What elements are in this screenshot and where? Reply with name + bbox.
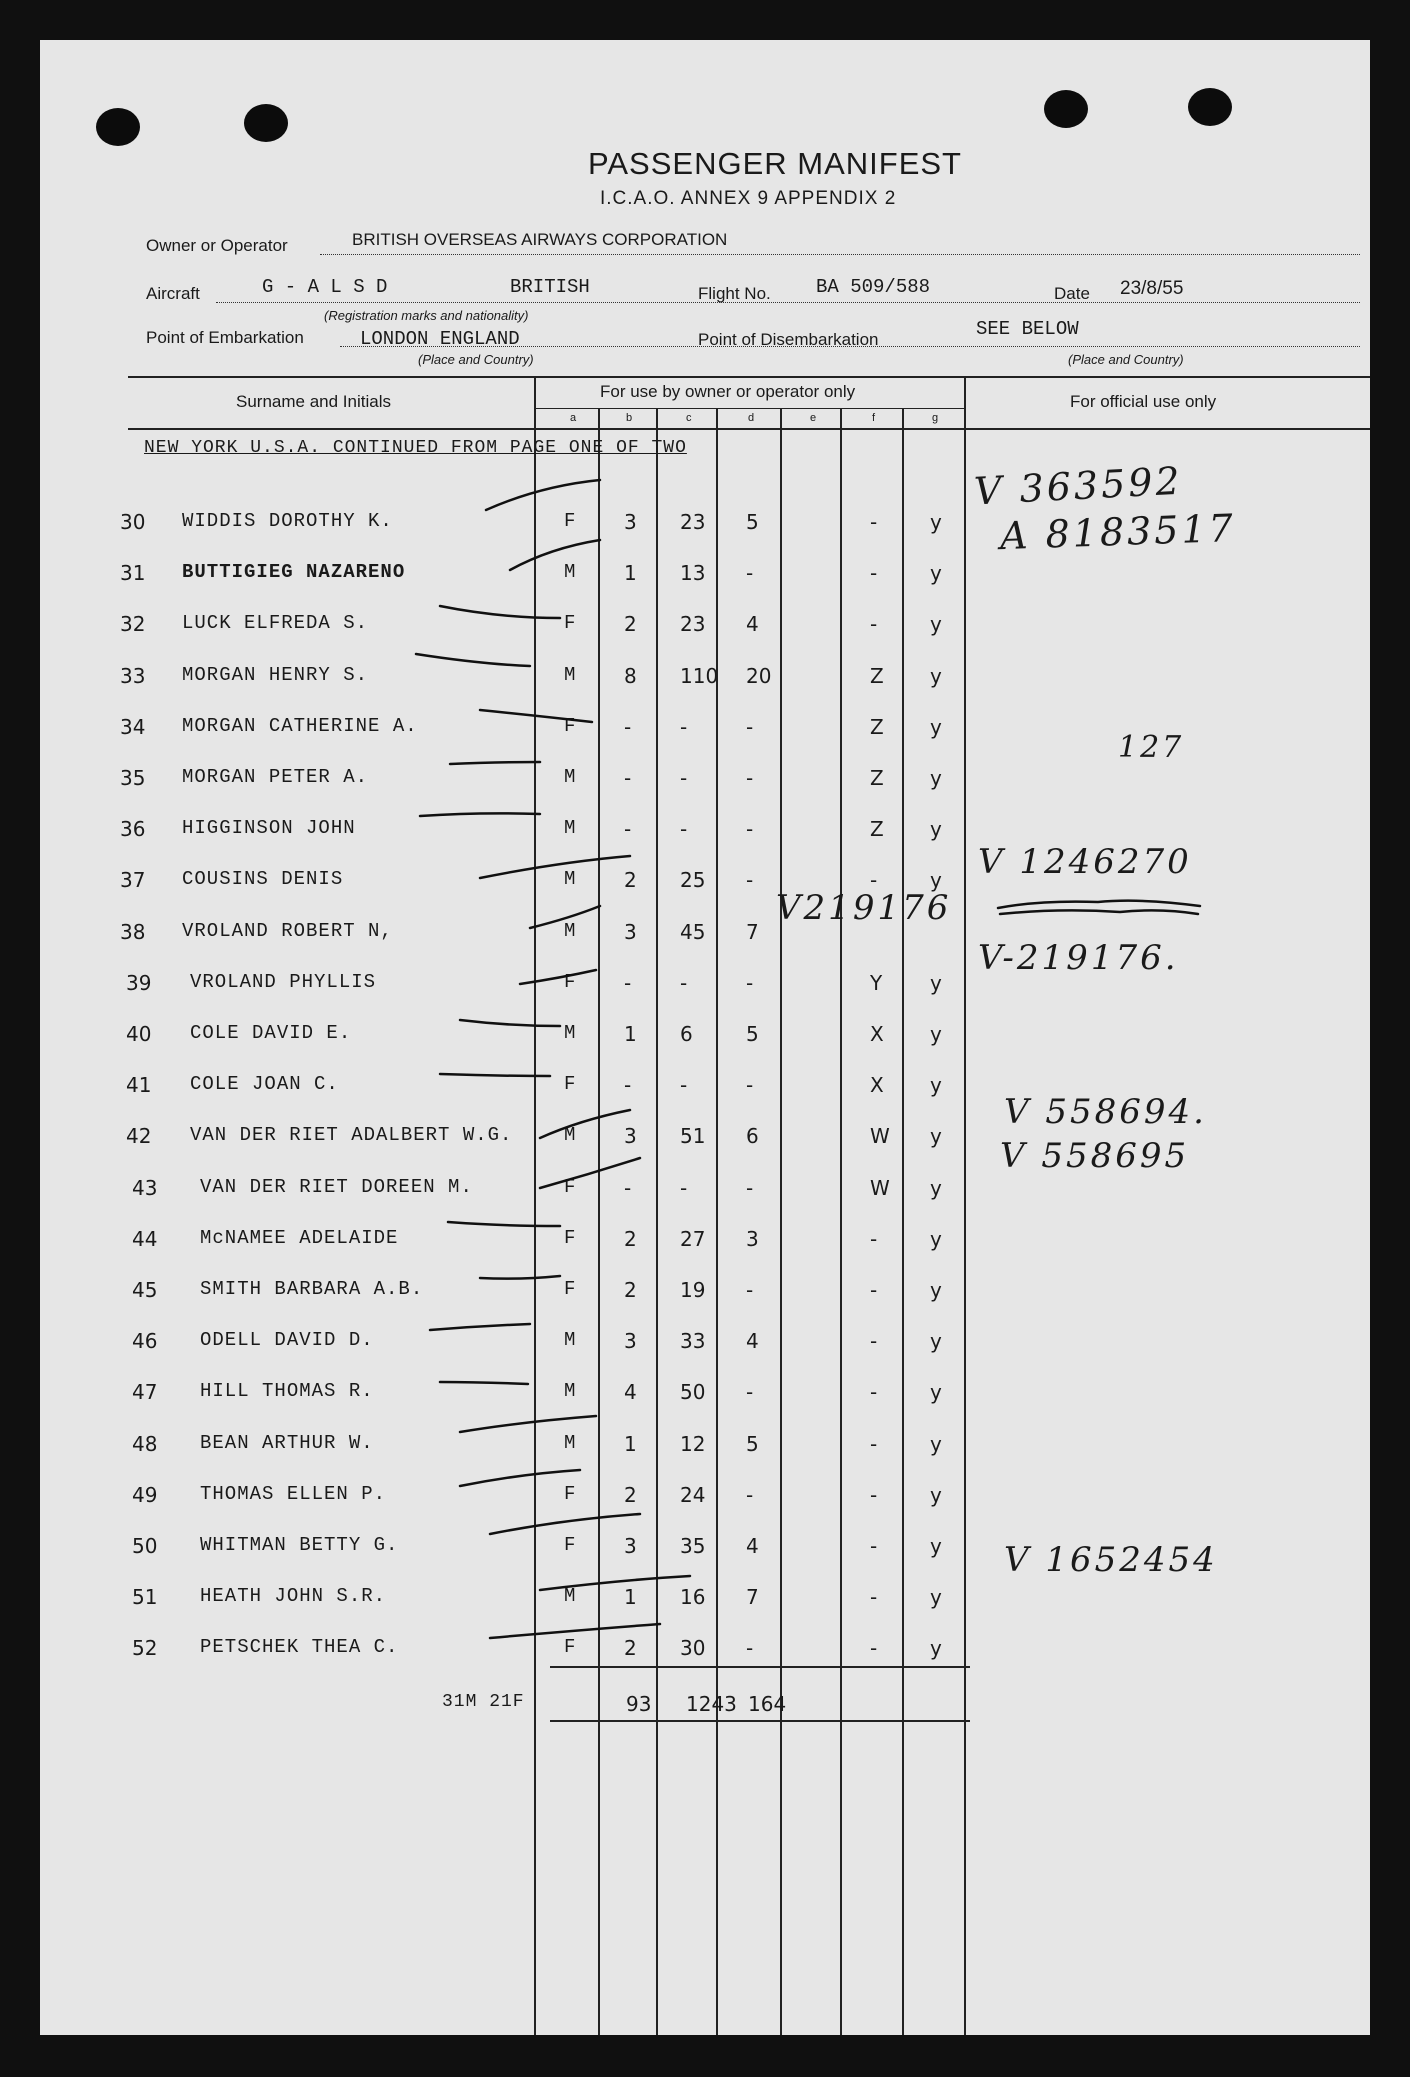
cell-g: y <box>930 1432 942 1456</box>
cell-a: F <box>564 1636 577 1658</box>
passenger-name: VROLAND PHYLLIS <box>190 971 377 993</box>
row-number: 40 <box>126 1022 152 1046</box>
aircraft-value: G - A L S D <box>262 276 388 298</box>
official-use-header: For official use only <box>1070 392 1217 411</box>
owner-use-header: For use by owner or operator only <box>600 382 856 401</box>
cell-b: 3 <box>624 1124 637 1148</box>
cell-c: 30 <box>680 1636 706 1660</box>
cell-c: 45 <box>680 920 706 944</box>
passenger-name: ODELL DAVID D. <box>200 1329 374 1351</box>
cell-f: Z <box>870 715 884 739</box>
cell-a: M <box>564 1432 577 1454</box>
cell-a: M <box>564 1022 577 1044</box>
scribble-strikeout <box>1000 910 1198 914</box>
cell-a: F <box>564 612 577 634</box>
pen-tick <box>440 1382 528 1384</box>
cell-f: Y <box>870 971 883 995</box>
cell-c: 27 <box>680 1227 706 1251</box>
cell-f: Z <box>870 766 884 790</box>
cell-f: W <box>870 1176 890 1200</box>
cell-d: 7 <box>746 920 759 944</box>
cell-c: - <box>680 715 688 739</box>
cell-a: F <box>564 715 577 737</box>
cell-a: F <box>564 1073 577 1095</box>
cell-c: - <box>680 1073 688 1097</box>
cell-d: - <box>746 715 754 739</box>
passenger-name: HILL THOMAS R. <box>200 1380 374 1402</box>
cell-f: - <box>870 1483 878 1507</box>
passenger-name: BEAN ARTHUR W. <box>200 1432 374 1454</box>
cell-c: - <box>680 766 688 790</box>
cell-c: 51 <box>680 1124 706 1148</box>
row-number: 41 <box>126 1073 152 1097</box>
row-number: 34 <box>120 715 146 739</box>
pen-tick <box>440 606 560 618</box>
cell-a: F <box>564 510 577 532</box>
pen-tick <box>450 762 540 764</box>
cell-g: y <box>930 1636 942 1660</box>
pen-tick <box>480 856 630 878</box>
row-number: 32 <box>120 612 146 636</box>
pen-tick <box>530 906 600 928</box>
cell-b: 2 <box>624 1278 637 1302</box>
cell-g: y <box>930 715 942 739</box>
embarkation-note: (Place and Country) <box>418 352 534 367</box>
pen-tick <box>440 1074 550 1076</box>
page-title: PASSENGER MANIFEST <box>588 146 962 181</box>
cell-b: 2 <box>624 1636 637 1660</box>
totals-label: 31M 21F <box>442 1692 525 1712</box>
flight-label: Flight No. <box>698 284 771 303</box>
passenger-name: SMITH BARBARA A.B. <box>200 1278 424 1300</box>
passenger-name: PETSCHEK THEA C. <box>200 1636 399 1658</box>
cell-g: y <box>930 1176 942 1200</box>
pen-tick <box>540 1110 630 1138</box>
cell-g: y <box>930 664 942 688</box>
cell-a: F <box>564 1227 577 1249</box>
passenger-name: THOMAS ELLEN P. <box>200 1483 387 1505</box>
cell-g: y <box>930 766 942 790</box>
cell-g: y <box>930 1073 942 1097</box>
cell-c: 24 <box>680 1483 706 1507</box>
passenger-name: HIGGINSON JOHN <box>182 817 356 839</box>
cell-a: M <box>564 817 577 839</box>
row-number: 30 <box>120 510 146 534</box>
cell-c: 12 <box>680 1432 706 1456</box>
cell-g: y <box>930 817 942 841</box>
cell-d: 3 <box>746 1227 759 1251</box>
cell-c: 16 <box>680 1585 706 1609</box>
owner-label: Owner or Operator <box>146 236 288 255</box>
cell-b: - <box>624 715 632 739</box>
passenger-name: MORGAN PETER A. <box>182 766 369 788</box>
handwritten-visa: V 558694. <box>1004 1092 1207 1132</box>
pen-tick <box>430 1324 530 1330</box>
cell-g: y <box>930 1124 942 1148</box>
passenger-name: COLE DAVID E. <box>190 1022 352 1044</box>
cell-c: - <box>680 971 688 995</box>
manifest-sheet <box>40 40 1370 2035</box>
column-letter-b: b <box>626 412 633 424</box>
cell-a: M <box>564 1329 577 1351</box>
date-label: Date <box>1054 284 1090 303</box>
handwritten-visa: V 558695 <box>1000 1136 1190 1176</box>
cell-a: M <box>564 1124 577 1146</box>
cell-c: - <box>680 1176 688 1200</box>
cell-b: - <box>624 971 632 995</box>
flight-value: BA 509/588 <box>816 276 931 298</box>
nationality-value: BRITISH <box>510 276 590 298</box>
passenger-name: VAN DER RIET DOREEN M. <box>200 1176 473 1198</box>
passenger-name: COLE JOAN C. <box>190 1073 339 1095</box>
cell-f: - <box>870 510 878 534</box>
cell-d: - <box>746 766 754 790</box>
cell-f: - <box>870 1432 878 1456</box>
pen-tick <box>420 813 540 816</box>
row-number: 46 <box>132 1329 158 1353</box>
row-number: 35 <box>120 766 146 790</box>
cell-g: y <box>930 1329 942 1353</box>
pen-tick <box>460 1020 560 1026</box>
cell-d: - <box>746 1380 754 1404</box>
passenger-name: BUTTIGIEG NAZARENO <box>182 561 406 583</box>
cell-c: 19 <box>680 1278 706 1302</box>
handwritten-visa: A 8183517 <box>999 505 1237 559</box>
row-number: 45 <box>132 1278 158 1302</box>
column-letter-d: d <box>748 412 755 424</box>
cell-f: Z <box>870 817 884 841</box>
pen-tick <box>480 710 592 722</box>
cell-f: - <box>870 1278 878 1302</box>
row-number: 48 <box>132 1432 158 1456</box>
row-number: 50 <box>132 1534 158 1558</box>
cell-f: - <box>870 612 878 636</box>
total-d: 164 <box>748 1692 787 1716</box>
cell-g: y <box>930 1534 942 1558</box>
cell-f: X <box>870 1073 884 1097</box>
cell-c: 50 <box>680 1380 706 1404</box>
row-number: 47 <box>132 1380 158 1404</box>
cell-c: 6 <box>680 1022 693 1046</box>
cell-b: 4 <box>624 1380 637 1404</box>
row-number: 44 <box>132 1227 158 1251</box>
cell-c: 110 <box>680 664 719 688</box>
total-b: 93 <box>626 1692 652 1716</box>
total-c: 1243 <box>686 1692 737 1716</box>
cell-f: Z <box>870 664 884 688</box>
pen-tick <box>540 1158 640 1188</box>
page-subtitle: I.C.A.O. ANNEX 9 APPENDIX 2 <box>600 188 897 209</box>
passenger-name: COUSINS DENIS <box>182 868 344 890</box>
cell-b: 8 <box>624 664 637 688</box>
cell-a: M <box>564 1380 577 1402</box>
cell-a: F <box>564 1278 577 1300</box>
cell-b: 2 <box>624 1227 637 1251</box>
column-letter-a: a <box>570 412 577 424</box>
cell-g: y <box>930 1380 942 1404</box>
cell-d: 5 <box>746 510 759 534</box>
handwritten-note: 127 <box>1118 730 1185 765</box>
cell-a: F <box>564 1483 577 1505</box>
cell-d: - <box>746 1073 754 1097</box>
cell-f: W <box>870 1124 890 1148</box>
cell-a: F <box>564 1534 577 1556</box>
cell-c: 23 <box>680 612 706 636</box>
cell-d: - <box>746 1278 754 1302</box>
cell-f: - <box>870 561 878 585</box>
cell-f: - <box>870 1329 878 1353</box>
row-number: 38 <box>120 920 146 944</box>
pen-tick <box>520 970 596 984</box>
cell-g: y <box>930 612 942 636</box>
row-number: 36 <box>120 817 146 841</box>
passenger-name: MORGAN HENRY S. <box>182 664 369 686</box>
disembarkation-label: Point of Disembarkation <box>698 330 879 349</box>
passenger-name: McNAMEE ADELAIDE <box>200 1227 399 1249</box>
row-number: 31 <box>120 561 146 585</box>
cell-d: 6 <box>746 1124 759 1148</box>
cell-f: - <box>870 1380 878 1404</box>
passenger-name: MORGAN CATHERINE A. <box>182 715 418 737</box>
column-letter-f: f <box>872 412 876 424</box>
handwritten-visa: V 363592 <box>972 458 1184 514</box>
cell-c: 35 <box>680 1534 706 1558</box>
cell-a: F <box>564 1176 577 1198</box>
cell-g: y <box>930 1278 942 1302</box>
cell-d: - <box>746 817 754 841</box>
cell-f: - <box>870 1534 878 1558</box>
pen-tick <box>486 480 600 510</box>
cell-d: - <box>746 561 754 585</box>
cell-d: 5 <box>746 1432 759 1456</box>
surname-column-header: Surname and Initials <box>236 392 391 411</box>
cell-a: M <box>564 868 577 890</box>
cell-c: - <box>680 817 688 841</box>
date-value: 23/8/55 <box>1120 278 1184 299</box>
handwritten-visa: V-219176. <box>978 938 1179 978</box>
cell-f: X <box>870 1022 884 1046</box>
cell-f: - <box>870 868 878 892</box>
pen-tick <box>460 1470 580 1486</box>
continued-note: NEW YORK U.S.A. CONTINUED FROM PAGE ONE OF TWO <box>144 438 687 458</box>
cell-b: - <box>624 1176 632 1200</box>
column-letter-e: e <box>810 412 817 424</box>
cell-b: - <box>624 766 632 790</box>
cell-g: y <box>930 1022 942 1046</box>
cell-c: 25 <box>680 868 706 892</box>
row-number: 37 <box>120 868 146 892</box>
cell-d: 5 <box>746 1022 759 1046</box>
pen-strokes <box>40 40 1370 2035</box>
column-letter-c: c <box>686 412 692 424</box>
cell-a: M <box>564 664 577 686</box>
row-number: 51 <box>132 1585 158 1609</box>
cell-b: - <box>624 817 632 841</box>
handwritten-visa: V 1652454 <box>1004 1540 1218 1580</box>
embarkation-label: Point of Embarkation <box>146 328 304 347</box>
cell-a: M <box>564 1585 577 1607</box>
pen-tick <box>510 540 600 570</box>
cell-f: - <box>870 1636 878 1660</box>
handwritten-visa: V 1246270 <box>978 842 1192 882</box>
pen-tick <box>416 654 530 666</box>
pen-tick <box>480 1276 560 1279</box>
disembarkation-note: (Place and Country) <box>1068 352 1184 367</box>
cell-f: - <box>870 1585 878 1609</box>
owner-value: BRITISH OVERSEAS AIRWAYS CORPORATION <box>352 230 728 249</box>
cell-a: M <box>564 920 577 942</box>
passenger-name: HEATH JOHN S.R. <box>200 1585 387 1607</box>
row-number: 33 <box>120 664 146 688</box>
cell-d: 4 <box>746 612 759 636</box>
row-number: 42 <box>126 1124 152 1148</box>
cell-d: 4 <box>746 1534 759 1558</box>
row-number: 39 <box>126 971 152 995</box>
row-number: 52 <box>132 1636 158 1660</box>
passenger-name: LUCK ELFREDA S. <box>182 612 369 634</box>
cell-b: 3 <box>624 920 637 944</box>
registration-note: (Registration marks and nationality) <box>324 308 529 323</box>
cell-d: - <box>746 971 754 995</box>
passenger-name: WHITMAN BETTY G. <box>200 1534 399 1556</box>
cell-b: 2 <box>624 1483 637 1507</box>
cell-g: y <box>930 1585 942 1609</box>
disembarkation-value: SEE BELOW <box>976 318 1079 340</box>
pen-tick <box>460 1416 596 1432</box>
cell-b: 2 <box>624 868 637 892</box>
passenger-name: VROLAND ROBERT N, <box>182 920 393 942</box>
cell-d: - <box>746 1483 754 1507</box>
cell-b: 1 <box>624 1585 637 1609</box>
column-letter-g: g <box>932 412 939 424</box>
scribble-strikeout <box>998 901 1200 908</box>
cell-g: y <box>930 1483 942 1507</box>
cell-b: 1 <box>624 1022 637 1046</box>
cell-d: - <box>746 1176 754 1200</box>
pen-tick <box>490 1624 660 1638</box>
cell-a: M <box>564 561 577 583</box>
cell-a: F <box>564 971 577 993</box>
cell-d: 4 <box>746 1329 759 1353</box>
cell-g: y <box>930 1227 942 1251</box>
row-number: 49 <box>132 1483 158 1507</box>
cell-a: M <box>564 766 577 788</box>
cell-b: - <box>624 1073 632 1097</box>
embarkation-value: LONDON ENGLAND <box>360 328 520 350</box>
cell-d: - <box>746 1636 754 1660</box>
cell-c: 13 <box>680 561 706 585</box>
cell-b: 2 <box>624 612 637 636</box>
cell-d: - <box>746 868 754 892</box>
row-number: 43 <box>132 1176 158 1200</box>
cell-b: 1 <box>624 1432 637 1456</box>
cell-f: - <box>870 1227 878 1251</box>
aircraft-label: Aircraft <box>146 284 200 303</box>
cell-c: 33 <box>680 1329 706 1353</box>
cell-g: y <box>930 510 942 534</box>
handwritten-visa: V219176 <box>776 888 952 928</box>
cell-b: 1 <box>624 561 637 585</box>
cell-g: y <box>930 971 942 995</box>
cell-g: y <box>930 561 942 585</box>
cell-c: 23 <box>680 510 706 534</box>
passenger-name: WIDDIS DOROTHY K. <box>182 510 393 532</box>
cell-b: 3 <box>624 510 637 534</box>
cell-d: 20 <box>746 664 772 688</box>
pen-tick <box>448 1222 560 1226</box>
pen-tick <box>540 1576 690 1590</box>
cell-b: 3 <box>624 1534 637 1558</box>
passenger-name: VAN DER RIET ADALBERT W.G. <box>190 1124 513 1146</box>
cell-g: y <box>930 868 942 892</box>
cell-d: 7 <box>746 1585 759 1609</box>
cell-b: 3 <box>624 1329 637 1353</box>
pen-tick <box>490 1514 640 1534</box>
